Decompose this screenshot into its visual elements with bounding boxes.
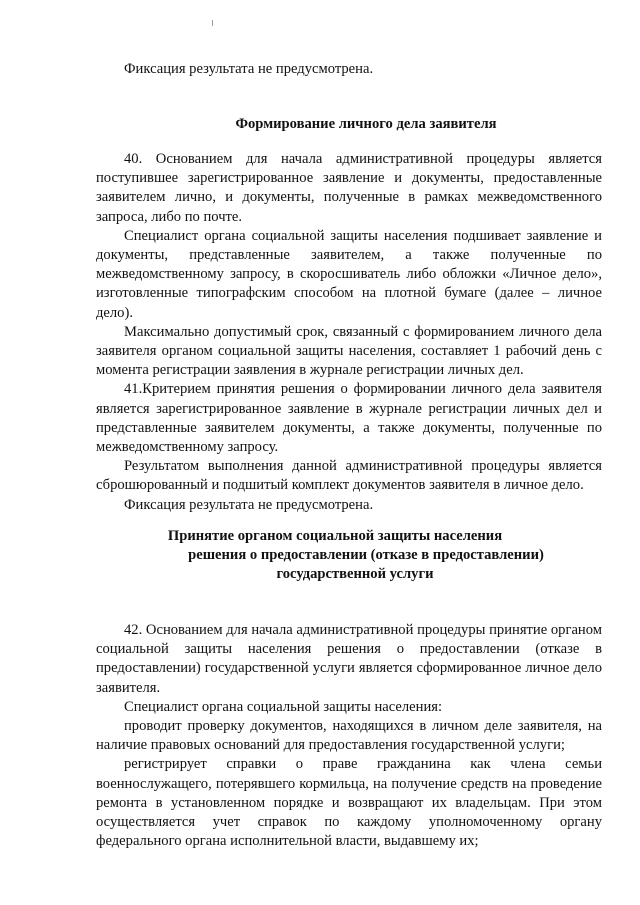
- paragraph-specialist: Специалист органа социальной защиты населения подшивает заявление и документы, представленные заявителем, а также полученные по межведомственному запросу, в скоросшиватель либо обложки «Личное дело», изготовленные типографским способом на плотной бумаге (далее – личное дело).: [96, 227, 602, 321]
- section1-heading: Формирование личного дела заявителя: [235, 116, 497, 132]
- paragraph-specialist-2: Специалист органа социальной защиты населения:: [124, 698, 443, 715]
- paragraph-register: регистрирует справки о праве гражданина как члена семьи военнослужащего, потерявшего кормильца, на получение средств на проведение ремонта в установленном порядке и возвращают их владельцам. При этом осуществляется учет справок по каждому уполномоченному органу федерального органа исполнительной власти, выдавшему их;: [96, 756, 602, 850]
- paragraph-check: проводит проверку документов, находящихся в личном деле заявителя, на наличие правовых оснований для предоставления государственной услуги;: [96, 718, 602, 754]
- section2-heading-line1: Принятие органом социальной защиты населения: [167, 528, 503, 544]
- section2-heading-line2: решения о предоставлении (отказе в предоставлении): [188, 547, 544, 563]
- section1-body: [96, 150, 602, 515]
- paragraph-fixation: Фиксация результата не предусмотрена.: [124, 496, 374, 513]
- scan-mark: [212, 20, 213, 26]
- paragraph-40: 40. Основанием для начала административной процедуры является поступившее зарегистрированное заявление и документы, предоставленные заявителем лично, и документы, полученные в рамках межведомственного запроса, либо по почте.: [96, 151, 602, 225]
- paragraph-max-term: Максимально допустимый срок, связанный с формированием личного дела заявителя органом социальной защиты населения, составляет 1 рабочий день с момента регистрации заявления в журнале регистрации личных дел.: [96, 323, 602, 379]
- section2-body: [96, 621, 602, 851]
- paragraph-result: Результатом выполнения данной административной процедуры является сброшюрованный и подшитый комплект документов заявителя в личное дело.: [96, 458, 602, 494]
- paragraph-42: 42. Основанием для начала административной процедуры принятие органом социальной защиты населения решения о предоставлении (отказе в предоставлении) государственной услуги является сформированное личное дело заявителя.: [96, 622, 602, 696]
- section2-heading-line3: государственной услуги: [276, 566, 434, 582]
- paragraph-41: 41.Критерием принятия решения о формировании личного дела заявителя является зарегистрированное заявление в журнале регистрации личных дел и представленные заявителем документы, а также документы, полученные по межведомственному запросу.: [96, 381, 602, 456]
- top-result-line: Фиксация результата не предусмотрена.: [124, 61, 374, 77]
